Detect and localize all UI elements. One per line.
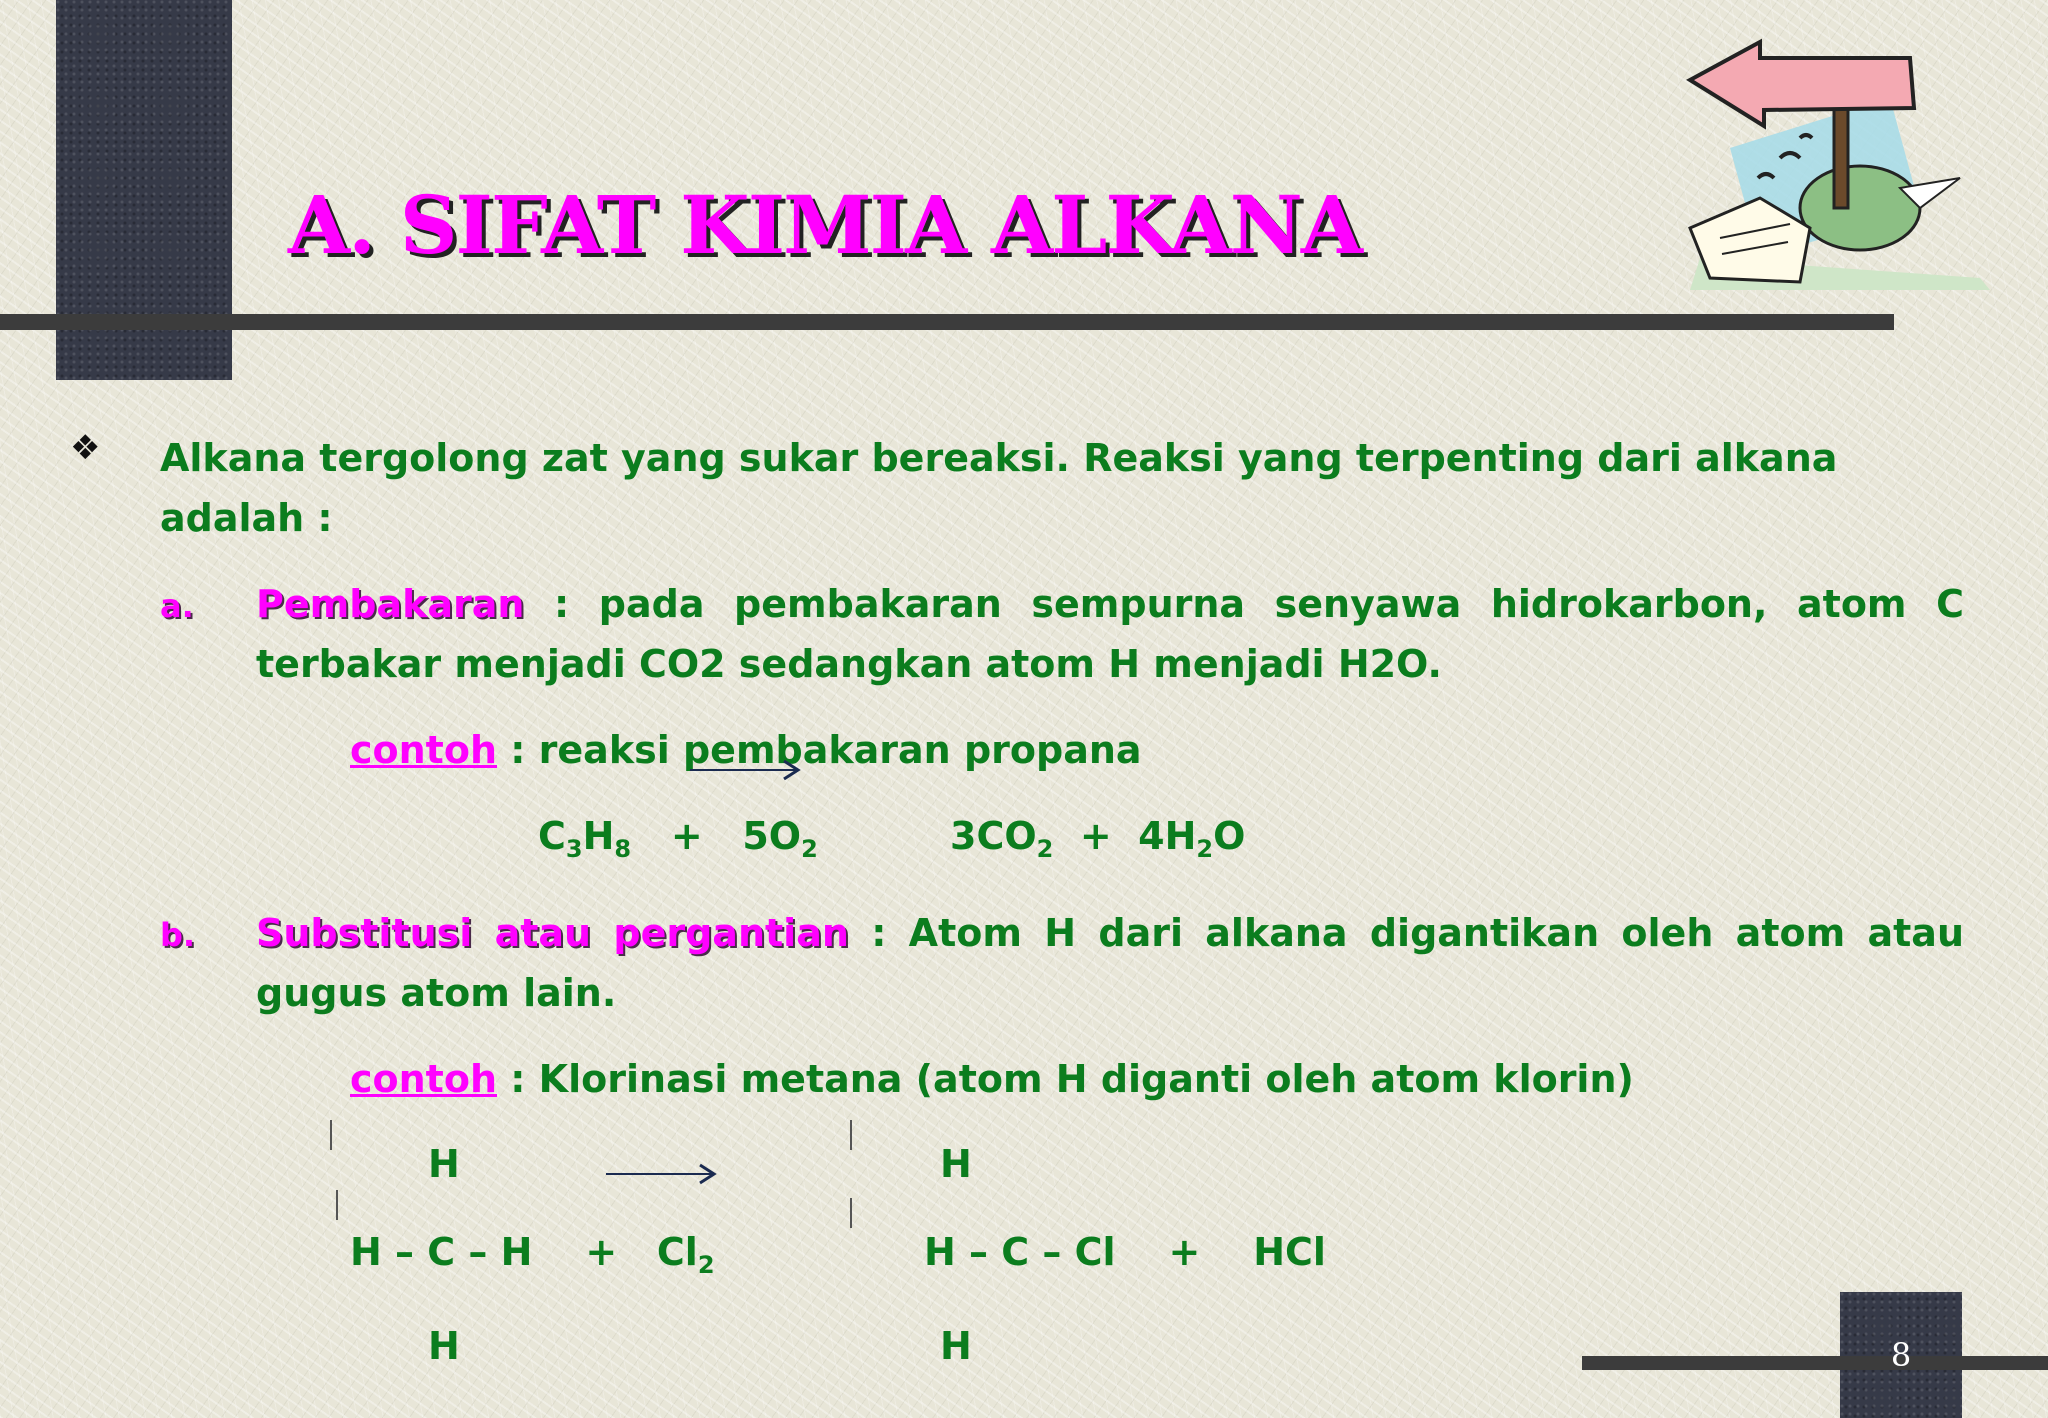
reaction2-reactants <box>350 1230 715 1279</box>
reaction2-arrow-icon <box>606 1162 718 1186</box>
item-b-example-label[interactable]: contoh <box>350 1057 498 1101</box>
carbon-dioxide: 3CO <box>950 814 1037 858</box>
item-b-text <box>256 903 1964 1023</box>
propane-h-sub: 8 <box>614 835 632 863</box>
bond-tick-left-top <box>330 1120 332 1150</box>
slide-title: A. SIFAT KIMIA ALKANA <box>288 178 1361 272</box>
item-a-example-text: : reaksi pembakaran propana <box>497 728 1142 772</box>
title-underline-bar <box>0 314 1894 330</box>
propane-h: H <box>582 814 615 858</box>
water-sub: 2 <box>1196 835 1214 863</box>
page-number: 8 <box>1890 1336 1912 1374</box>
oxygen: 5O <box>742 814 802 858</box>
reaction2-plus2: + <box>1168 1230 1201 1274</box>
chloromethane-formula: H – C – Cl <box>924 1230 1116 1274</box>
item-a-marker: a. <box>160 587 194 625</box>
item-b-term: Substitusi atau pergantian <box>256 911 849 955</box>
reaction1-plus: + <box>670 814 703 858</box>
bottom-right-bar <box>1582 1356 2048 1370</box>
item-a-desc: : pada pembakaran sempurna senyawa hidrokarbon, atom C terbakar menjadi CO2 sedangkan atom H menjadi H2O. <box>256 582 1964 686</box>
reaction-arrow-icon <box>690 758 802 782</box>
item-b-example-text: : Klorinasi metana (atom H diganti oleh atom klorin) <box>497 1057 1634 1101</box>
oxygen-sub: 2 <box>801 835 818 863</box>
item-b-marker: b. <box>160 916 196 954</box>
chlorine: Cl <box>656 1230 698 1274</box>
item-a-example-label[interactable]: contoh <box>350 728 498 772</box>
diamond-bullet-icon: ❖ <box>70 428 101 468</box>
intro-line-2: adalah : <box>160 496 333 540</box>
water-o: O <box>1213 814 1246 858</box>
item-a-text <box>256 574 1964 694</box>
product-bottom-h: H <box>940 1324 972 1368</box>
signpost-icon <box>1660 28 2044 298</box>
reaction2-plus: + <box>585 1230 618 1274</box>
product-top-h: H <box>940 1142 972 1186</box>
item-b-desc: : Atom H dari alkana digantikan oleh atom atau gugus atom lain. <box>256 911 1964 1015</box>
methane-formula: H – C – H <box>350 1230 533 1274</box>
reaction1-reactants <box>538 814 818 863</box>
bond-tick-right-mid <box>850 1198 852 1228</box>
carbon-dioxide-sub: 2 <box>1036 835 1054 863</box>
bond-tick-right-top <box>850 1120 852 1150</box>
bond-tick-left-mid <box>336 1190 338 1220</box>
propane-c: C <box>538 814 566 858</box>
reaction1-plus2: + <box>1079 814 1112 858</box>
reaction2-products <box>924 1230 1326 1274</box>
water-h: 4H <box>1138 814 1197 858</box>
methane-top-h: H <box>428 1142 460 1186</box>
item-a-term: Pembakaran <box>256 582 525 626</box>
item-b-example <box>350 1049 1634 1109</box>
propane-c-sub: 3 <box>565 835 583 863</box>
intro-line-1: Alkana tergolong zat yang sukar bereaksi. Reaksi yang terpenting dari alkana <box>160 436 1838 480</box>
hydrogen-chloride: HCl <box>1253 1230 1326 1274</box>
methane-bottom-h: H <box>428 1324 460 1368</box>
reaction1-products <box>950 814 1245 863</box>
chlorine-sub: 2 <box>697 1251 715 1279</box>
